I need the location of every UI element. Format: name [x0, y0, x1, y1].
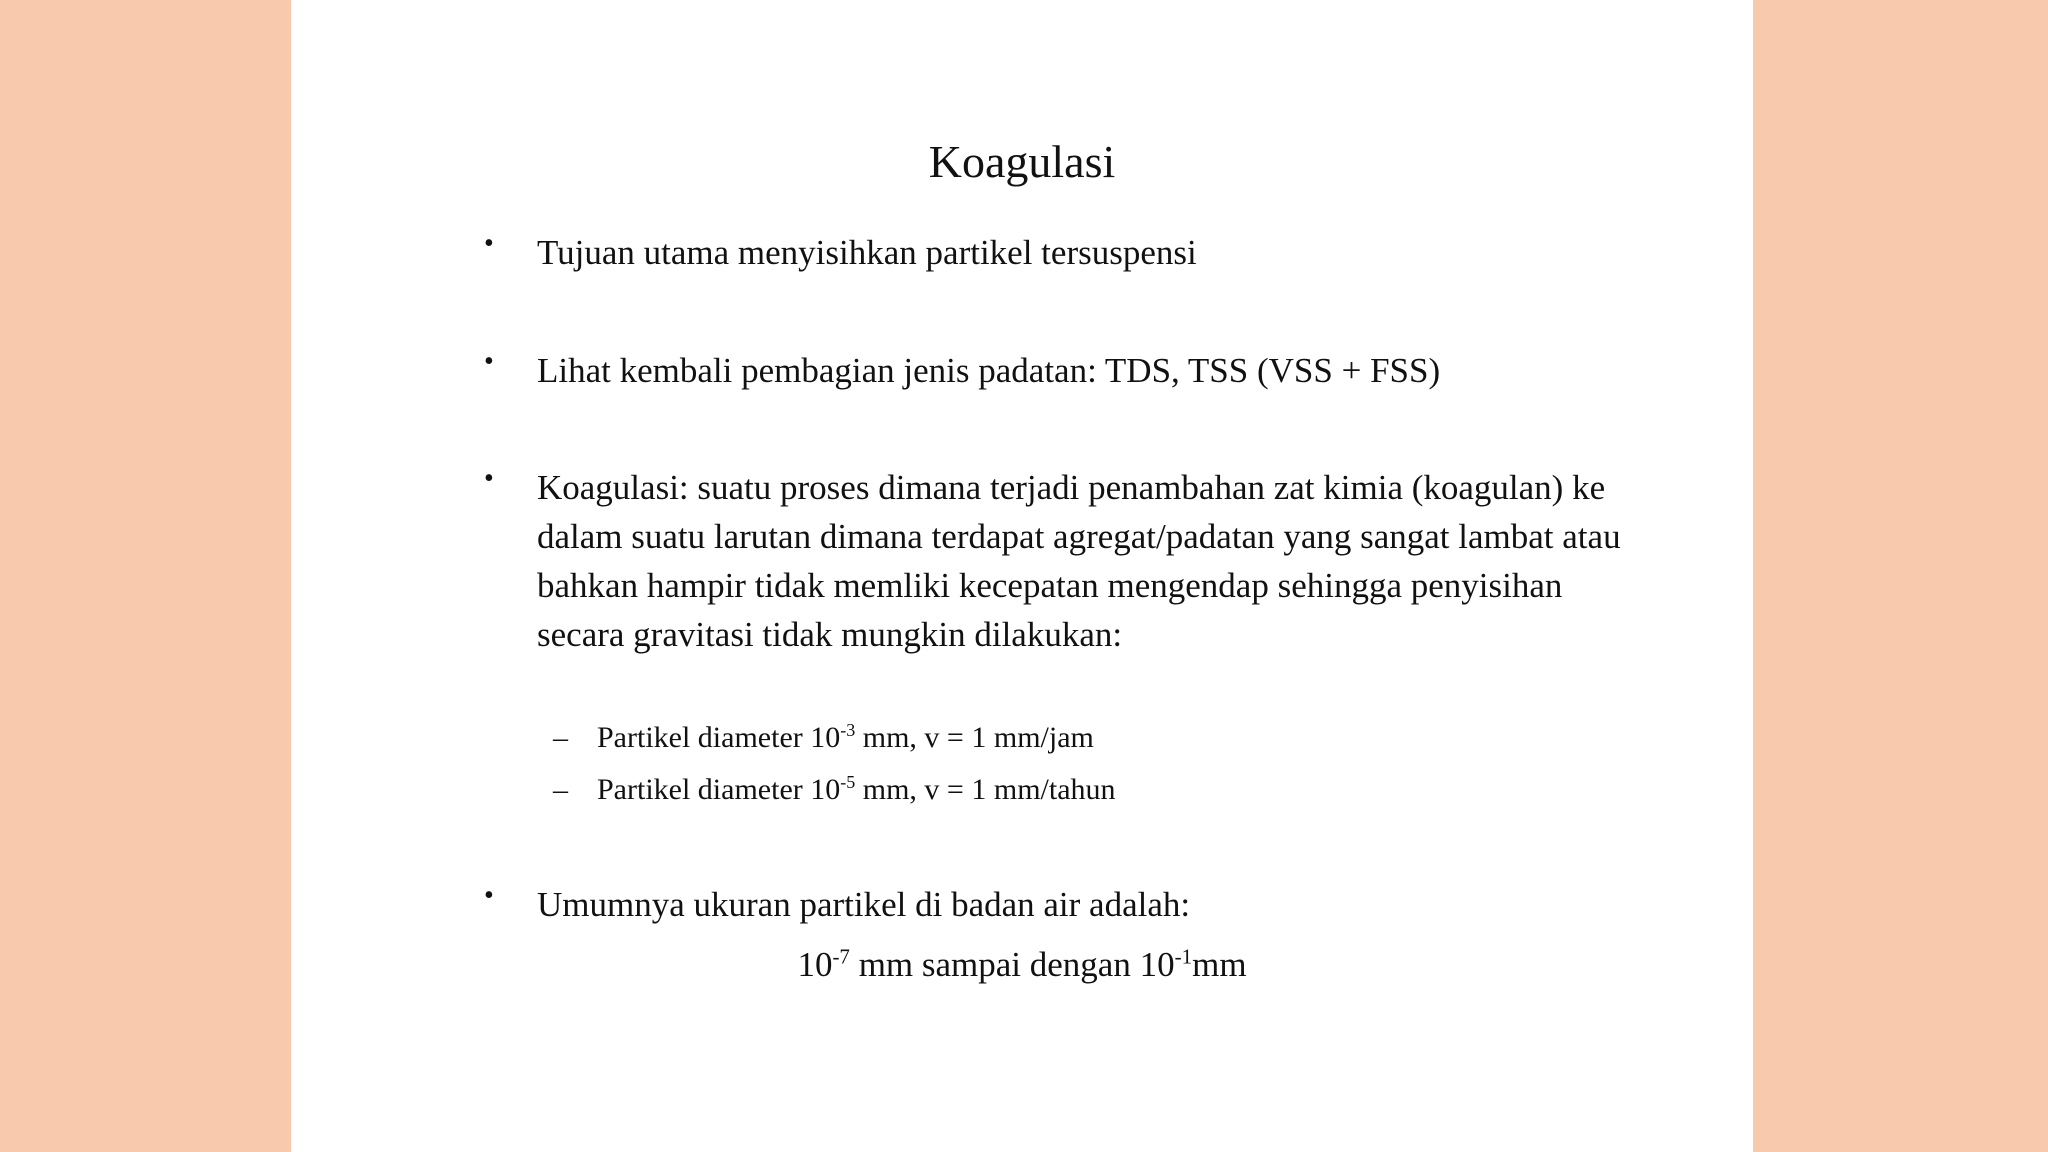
bullet-text: Tujuan utama menyisihkan partikel tersuspensi [537, 233, 1197, 272]
bullet-icon: • [484, 346, 494, 377]
bullet-text: Koagulasi: suatu proses dimana terjadi penambahan zat kimia (koagulan) ke dalam suatu larutan dimana terdapat agregat/padatan yang sangat lambat atau bahkan hampir tidak memliki kecepatan mengendap sehingga penyisihan secara gravitasi tidak mungkin dilakukan: [537, 468, 1621, 654]
bullet-icon: • [484, 228, 494, 259]
bullet-icon: • [484, 463, 494, 494]
bullet-text: Umumnya ukuran partikel di badan air adalah: [537, 885, 1191, 924]
size-range-line: $10^{-7}$ mm sampai dengan $10^{-1}mm$ [797, 944, 1247, 984]
slide-title: Koagulasi [928, 136, 1116, 187]
bullet-icon: • [484, 880, 494, 911]
dash-icon: – [553, 721, 568, 754]
sub-item-text: Partikel diameter $10^{-5}$ mm, v = 1 mm/tahun [597, 772, 1116, 806]
bullet-text: Lihat kembali pembagian jenis padatan: TDS, TSS (VSS + FSS) [537, 351, 1441, 390]
slide [291, 0, 1753, 1152]
dash-icon: – [553, 773, 568, 806]
sub-item-text: Partikel diameter $10^{-3}$ mm, v = 1 mm/jam [597, 720, 1094, 754]
